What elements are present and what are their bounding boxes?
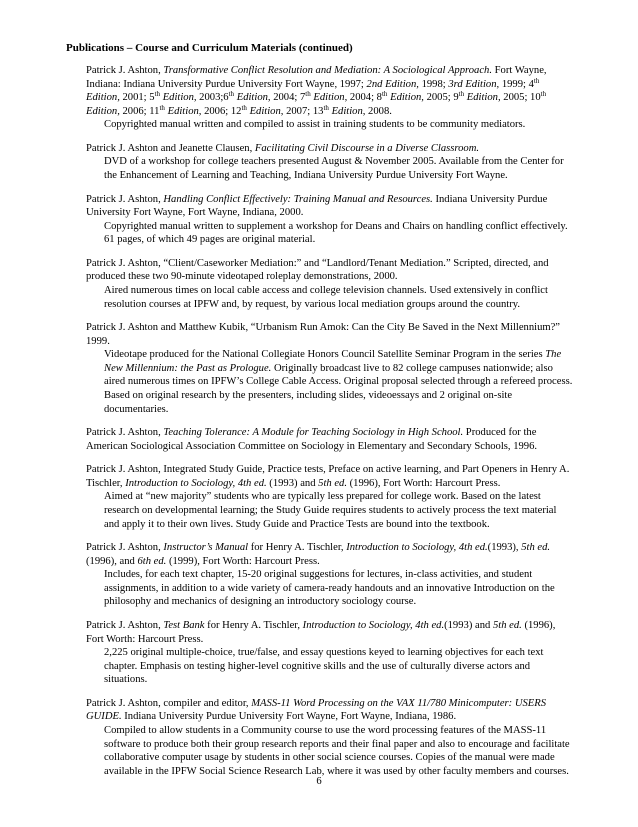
text-run: Indiana University Purdue University Fort Wayne, Fort Wayne, Indiana, 2000. xyxy=(86,193,548,219)
publication-entry xyxy=(86,142,574,183)
description: Aired numerous times on local cable access and college television channels. Used extensively in conflict resolution courses at IPFW and, by request, by various local mediation groups around the country. xyxy=(104,284,548,310)
text-run: 3rd Edition, xyxy=(448,78,500,90)
description: Copyrighted manual written and compiled to assist in training students to be community mediators. xyxy=(104,119,526,131)
citation xyxy=(86,619,574,646)
text-run: Patrick J. Ashton, xyxy=(86,542,164,554)
text-run: Patrick J. Ashton and Matthew Kubik, “Urbanism Run Amok: Can the City Be Saved in the Next Millennium?” 1999. xyxy=(86,322,561,347)
text-run: 5th ed. xyxy=(492,619,522,631)
text-run: Patrick J. Ashton, xyxy=(86,193,164,205)
text-run: Fort Wayne, Indiana: Indiana University Purdue University Fort Wayne, 1997; xyxy=(86,65,547,90)
text-run: 2004; 8 xyxy=(347,92,382,104)
description xyxy=(86,348,574,416)
text-run: Introduction to Sociology, 4th ed. xyxy=(125,477,267,489)
text-run: Test Bank xyxy=(163,619,205,631)
publication-entry xyxy=(86,697,574,779)
publication-entry xyxy=(86,64,574,132)
publication-entry xyxy=(86,463,574,531)
text-run: for Henry A. Tischler, xyxy=(248,542,347,554)
text-run: Patrick J. Ashton, xyxy=(86,619,164,631)
text-run: th xyxy=(228,90,235,99)
text-run: 2004; 7 xyxy=(270,92,306,104)
text-run: 2001; 5 xyxy=(119,92,155,104)
publication-entry xyxy=(86,321,574,416)
description: DVD of a workshop for college teachers presented August & November 2005. Available from the Center for the Enhancement of Learning and Teaching, Indiana University Purdue University Fort Wayne. xyxy=(104,156,564,182)
section-heading: Publications – Course and Curriculum Materials (continued) xyxy=(66,42,353,54)
text-run: Videotape produced for the National Collegiate Honors Council Satellite Seminar Program in the series xyxy=(104,349,546,361)
page-number: 6 xyxy=(316,776,322,787)
publication-entry xyxy=(86,193,574,247)
description: Includes, for each text chapter, 15-20 original suggestions for lectures, in-class activities, and student assignments, in addition to a wide variety of camera-ready handouts and an innovative Introduction on the philosophy and mechanics of designing an introductory sociology course. xyxy=(104,569,555,608)
text-run: Indiana University Purdue University Fort Wayne, Fort Wayne, Indiana, 1986. xyxy=(121,711,457,723)
publication-entry xyxy=(86,257,574,311)
citation xyxy=(86,697,574,724)
text-run: Patrick J. Ashton, xyxy=(86,427,164,439)
text-run: 2005; 10 xyxy=(500,92,541,104)
text-run: Edition, xyxy=(167,105,202,117)
text-run: Transformative Conflict Resolution and Mediation: A Sociological Approach. xyxy=(163,65,492,76)
text-run: Edition, xyxy=(86,105,120,117)
text-run: (1999), Fort Worth: Harcourt Press. xyxy=(166,555,320,567)
text-run: (1996), and xyxy=(86,555,138,567)
description: Compiled to allow students in a Community course to use the word processing features of the MASS-11 software to produce both their group research reports and their final paper and also to encourage and facilitate collaborative computer usage by students in other social science courses. Copies of the manual were made available in the IPFW Social Science Research Lab, where it was used by other faculty members and courses. xyxy=(104,724,570,777)
text-run: (1993) and xyxy=(266,477,319,489)
text-run: 5th ed. xyxy=(318,477,347,489)
text-run: (1996), Fort Worth: Harcourt Press. xyxy=(86,619,556,645)
text-run: Edition, xyxy=(162,92,197,104)
text-run: th xyxy=(458,90,465,99)
text-run: Introduction to Sociology, 4th ed. xyxy=(346,542,488,554)
citation xyxy=(86,257,574,284)
text-run: Patrick J. Ashton, xyxy=(86,65,164,76)
text-run: Patrick J. Ashton, “Client/Caseworker Mediation:” and “Landlord/Tenant Mediation.” Scripted, directed, and produced these two 90-minute videotaped roleplay demonstrations, 2000. xyxy=(86,257,549,283)
text-run: 2005; 9 xyxy=(423,92,459,104)
citation xyxy=(86,64,574,118)
text-run: 6th ed. xyxy=(137,555,167,567)
text-run: th xyxy=(154,90,161,99)
text-run: th xyxy=(159,103,165,112)
text-run: MASS-11 Word Processing on the VAX 11/780 Minicomputer: USERS GUIDE. xyxy=(86,697,547,723)
text-run: 2003;6 xyxy=(196,92,229,104)
description: Copyrighted manual written to supplement a workshop for Deans and Chairs on handling conflict effectively. 61 pages, of which 49 pages are original material. xyxy=(104,220,568,246)
citation xyxy=(86,541,574,568)
text-run: for Henry A. Tischler, xyxy=(204,619,303,631)
text-run: th xyxy=(323,103,329,112)
text-run: Edition, xyxy=(86,92,120,104)
text-run: Teaching Tolerance: A Module for Teaching Sociology in High School. xyxy=(163,427,464,439)
text-run: 2006; 11 xyxy=(119,105,160,117)
text-run: (1996), Fort Worth: Harcourt Press. xyxy=(346,477,501,489)
text-run: Patrick J. Ashton, compiler and editor, xyxy=(86,697,252,709)
text-run: Edition, xyxy=(390,92,424,104)
text-run: Introduction to Sociology, 4th ed. xyxy=(302,619,445,631)
text-run: Patrick J. Ashton, Integrated Study Guide, Practice tests, Preface on active learning, and Part Openers in Henry A. Tischler, xyxy=(86,464,570,489)
text-run: The New Millennium: the Past as Prologue. xyxy=(104,349,562,374)
text-run: Edition, xyxy=(331,105,366,117)
text-run: Edition, xyxy=(313,92,348,104)
text-run: 1999; 4 xyxy=(499,78,534,90)
text-run: 2006; 12 xyxy=(201,105,242,117)
citation xyxy=(86,142,574,156)
text-run: th xyxy=(540,90,547,99)
text-run: th xyxy=(305,90,311,99)
text-run: Facilitating Civil Discourse in a Diverse Classroom. xyxy=(254,142,480,154)
text-run: Originally broadcast live to 82 college campuses nationwide; also aired numerous times on IPFW’s College Cable Access. Original proposal selected through a refereed process. Based on original research by the presenters, including slides, videoessays and 2 original on-site documentaries. xyxy=(104,362,573,415)
text-run: Edition, xyxy=(249,105,284,117)
text-run: (1993) and xyxy=(444,619,493,631)
publication-entry xyxy=(86,619,574,687)
text-run: 2007; 13 xyxy=(283,105,324,117)
description: Aimed at “new majority” students who are typically less prepared for college work. Based on the latest research on developmental learning; the Study Guide requires students to actively process the text material and apply it to their own lives. Study Guide and Practice Tests are bound into the textbook. xyxy=(104,491,557,530)
description: 2,225 original multiple-choice, true/false, and essay questions keyed to learning objectives for each text chapter. Emphasis on testing higher-level cognitive skills and the use of culturally diverse actors and situations. xyxy=(104,647,544,686)
text-run: Produced for the American Sociological Association Committee on Sociology in Elementary and Secondary Schools, 1996. xyxy=(86,427,538,452)
text-run: Instructor’s Manual xyxy=(163,542,249,554)
text-run: Edition, xyxy=(236,92,271,104)
text-run: 2nd Edition, xyxy=(366,78,419,90)
text-run: Edition, xyxy=(466,92,501,104)
citation xyxy=(86,426,574,453)
text-run: 5th ed. xyxy=(521,542,551,554)
publication-list xyxy=(86,64,574,788)
text-run: th xyxy=(381,90,388,99)
text-run: th xyxy=(241,103,247,112)
text-run: (1993), xyxy=(487,542,522,554)
text-run: Handling Conflict Effectively: Training Manual and Resources. xyxy=(163,193,433,205)
citation xyxy=(86,193,574,220)
publication-entry xyxy=(86,541,574,609)
text-run: 1998; xyxy=(418,78,449,90)
text-run: 2008. xyxy=(365,105,392,117)
citation xyxy=(86,463,574,490)
citation xyxy=(86,321,574,348)
text-run: th xyxy=(533,76,540,85)
publication-entry xyxy=(86,426,574,453)
text-run: Patrick J. Ashton and Jeanette Clausen, xyxy=(86,142,255,154)
